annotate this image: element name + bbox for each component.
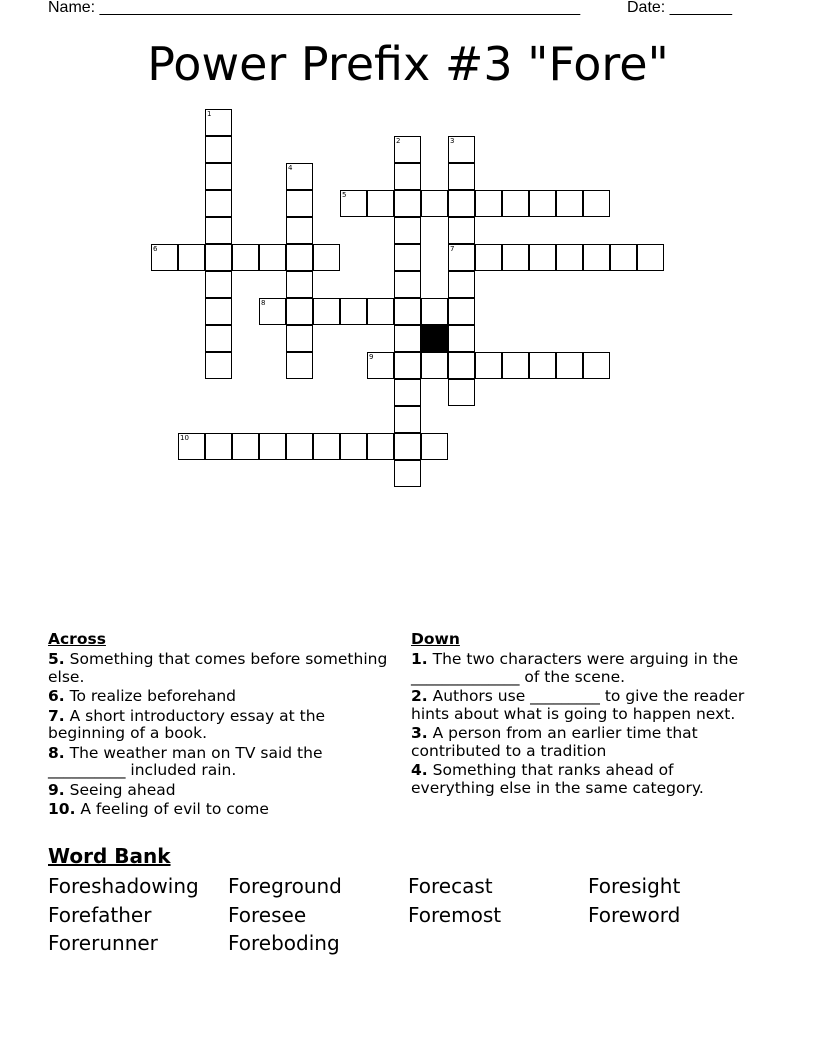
grid-cell[interactable] — [583, 190, 610, 217]
clue-text: The two characters were arguing in the ______________ of the scene. — [411, 650, 739, 686]
across-heading: Across — [48, 630, 106, 648]
grid-cell[interactable] — [394, 406, 421, 433]
word-bank-item: Foresight — [588, 874, 681, 898]
grid-cell[interactable] — [556, 352, 583, 379]
clue-across-6 — [48, 688, 393, 706]
grid-cell[interactable] — [394, 433, 421, 460]
grid-cell[interactable] — [502, 352, 529, 379]
word-bank-item: Foreground — [228, 874, 342, 898]
grid-cell[interactable] — [583, 352, 610, 379]
grid-cell[interactable] — [448, 217, 475, 244]
across-clues — [48, 630, 393, 821]
grid-cell[interactable] — [286, 433, 313, 460]
grid-cell[interactable] — [583, 244, 610, 271]
grid-cell[interactable] — [529, 190, 556, 217]
word-bank-title: Word Bank — [48, 844, 171, 868]
grid-cell[interactable] — [205, 136, 232, 163]
grid-number: 8 — [261, 299, 266, 307]
clue-number: 9. — [48, 780, 65, 799]
grid-cell[interactable] — [259, 433, 286, 460]
grid-cell[interactable] — [313, 298, 340, 325]
grid-cell[interactable] — [286, 217, 313, 244]
grid-cell[interactable] — [178, 244, 205, 271]
grid-cell[interactable] — [394, 244, 421, 271]
grid-cell[interactable] — [286, 271, 313, 298]
grid-cell[interactable] — [340, 433, 367, 460]
grid-cell[interactable] — [367, 298, 394, 325]
clue-text: Something that comes before something else. — [48, 650, 388, 686]
grid-cell[interactable] — [286, 244, 313, 271]
grid-cell[interactable] — [259, 244, 286, 271]
grid-number: 9 — [369, 353, 374, 361]
grid-number: 2 — [396, 137, 401, 145]
grid-cell[interactable] — [448, 298, 475, 325]
grid-cell[interactable] — [394, 217, 421, 244]
clue-across-9 — [48, 782, 393, 800]
grid-cell[interactable] — [205, 163, 232, 190]
grid-cell[interactable] — [394, 163, 421, 190]
grid-cell[interactable] — [556, 244, 583, 271]
grid-cell[interactable] — [394, 460, 421, 487]
clue-across-8 — [48, 745, 393, 780]
clue-text: Seeing ahead — [69, 780, 176, 799]
clue-text: Something that ranks ahead of everything else in the same category. — [411, 761, 704, 797]
clue-number: 3. — [411, 724, 428, 742]
grid-cell[interactable] — [421, 298, 448, 325]
down-heading: Down — [411, 630, 460, 648]
grid-cell[interactable] — [529, 352, 556, 379]
grid-cell[interactable] — [394, 298, 421, 325]
word-bank-item: Foreboding — [228, 931, 340, 955]
grid-cell[interactable] — [367, 433, 394, 460]
word-bank-item: Forecast — [408, 874, 493, 898]
word-bank-item: Foreshadowing — [48, 874, 199, 898]
clue-number: 1. — [411, 650, 428, 668]
clue-text: A short introductory essay at the beginning of a book. — [48, 706, 326, 742]
grid-cell[interactable] — [448, 190, 475, 217]
grid-cell[interactable] — [394, 271, 421, 298]
grid-cell[interactable] — [232, 244, 259, 271]
clue-number: 2. — [411, 687, 428, 705]
grid-cell[interactable] — [394, 190, 421, 217]
word-bank-item: Forefather — [48, 903, 152, 927]
page-title: Power Prefix #3 "Fore" — [147, 37, 669, 91]
grid-cell[interactable] — [232, 433, 259, 460]
grid-cell[interactable] — [205, 244, 232, 271]
grid-cell[interactable] — [421, 190, 448, 217]
grid-cell[interactable] — [448, 163, 475, 190]
grid-cell[interactable] — [610, 244, 637, 271]
grid-cell[interactable] — [205, 271, 232, 298]
clue-number: 6. — [48, 687, 65, 705]
grid-cell[interactable] — [502, 244, 529, 271]
clue-text: A feeling of evil to come — [80, 800, 269, 818]
grid-number: 1 — [207, 110, 212, 118]
clue-number: 10. — [48, 800, 76, 818]
grid-cell[interactable] — [340, 298, 367, 325]
down-clues — [411, 630, 761, 799]
word-bank-item: Foreword — [588, 903, 681, 927]
grid-number: 3 — [450, 137, 455, 145]
grid-cell[interactable] — [448, 325, 475, 352]
clue-down-1 — [411, 651, 761, 686]
grid-cell[interactable] — [421, 433, 448, 460]
grid-cell[interactable] — [205, 325, 232, 352]
clue-number: 4. — [411, 761, 428, 779]
grid-cell[interactable] — [448, 352, 475, 379]
grid-cell[interactable] — [286, 298, 313, 325]
grid-cell[interactable] — [556, 190, 583, 217]
word-bank-item: Foremost — [408, 903, 502, 927]
grid-cell[interactable] — [313, 244, 340, 271]
word-bank-item: Foresee — [228, 903, 307, 927]
grid-cell[interactable] — [205, 433, 232, 460]
grid-cell[interactable] — [448, 379, 475, 406]
grid-cell[interactable] — [313, 433, 340, 460]
clue-across-7 — [48, 708, 393, 743]
clue-down-2 — [411, 688, 761, 723]
grid-cell[interactable] — [475, 190, 502, 217]
clue-number: 7. — [48, 706, 65, 725]
word-bank-item: Forerunner — [48, 931, 158, 955]
grid-cell[interactable] — [529, 244, 556, 271]
grid-cell[interactable] — [394, 379, 421, 406]
grid-number: 6 — [153, 245, 158, 253]
grid-cell[interactable] — [205, 190, 232, 217]
grid-black-cell — [421, 325, 448, 352]
grid-cell[interactable] — [475, 352, 502, 379]
clue-text: The weather man on TV said the __________ included rain. — [48, 743, 323, 779]
date-field-label: Date: _______ — [627, 0, 732, 16]
grid-cell[interactable] — [367, 190, 394, 217]
grid-cell[interactable] — [286, 190, 313, 217]
name-field-label: Name: ______________________________________________________ — [48, 0, 581, 16]
grid-cell[interactable] — [286, 325, 313, 352]
clue-down-3 — [411, 725, 761, 760]
clue-across-10 — [48, 801, 393, 819]
clue-number: 8. — [48, 743, 65, 762]
grid-number: 10 — [180, 434, 189, 442]
grid-cell[interactable] — [448, 271, 475, 298]
grid-cell[interactable] — [286, 352, 313, 379]
grid-cell[interactable] — [502, 190, 529, 217]
clue-down-4 — [411, 762, 761, 797]
grid-cell[interactable] — [205, 217, 232, 244]
grid-cell[interactable] — [394, 325, 421, 352]
grid-cell[interactable] — [637, 244, 664, 271]
clue-text: Authors use _________ to give the reader hints about what is going to happen next. — [411, 687, 745, 723]
grid-cell[interactable] — [205, 352, 232, 379]
clue-text: A person from an earlier time that contributed to a tradition — [411, 724, 698, 760]
grid-number: 5 — [342, 191, 347, 199]
grid-number: 7 — [450, 245, 455, 253]
clue-number: 5. — [48, 650, 65, 668]
grid-number: 4 — [288, 164, 293, 172]
clue-text: To realize beforehand — [69, 687, 237, 705]
grid-cell[interactable] — [475, 244, 502, 271]
grid-cell[interactable] — [421, 352, 448, 379]
grid-cell[interactable] — [394, 352, 421, 379]
grid-cell[interactable] — [205, 298, 232, 325]
crossword-grid — [0, 0, 816, 520]
clue-across-5 — [48, 651, 393, 686]
